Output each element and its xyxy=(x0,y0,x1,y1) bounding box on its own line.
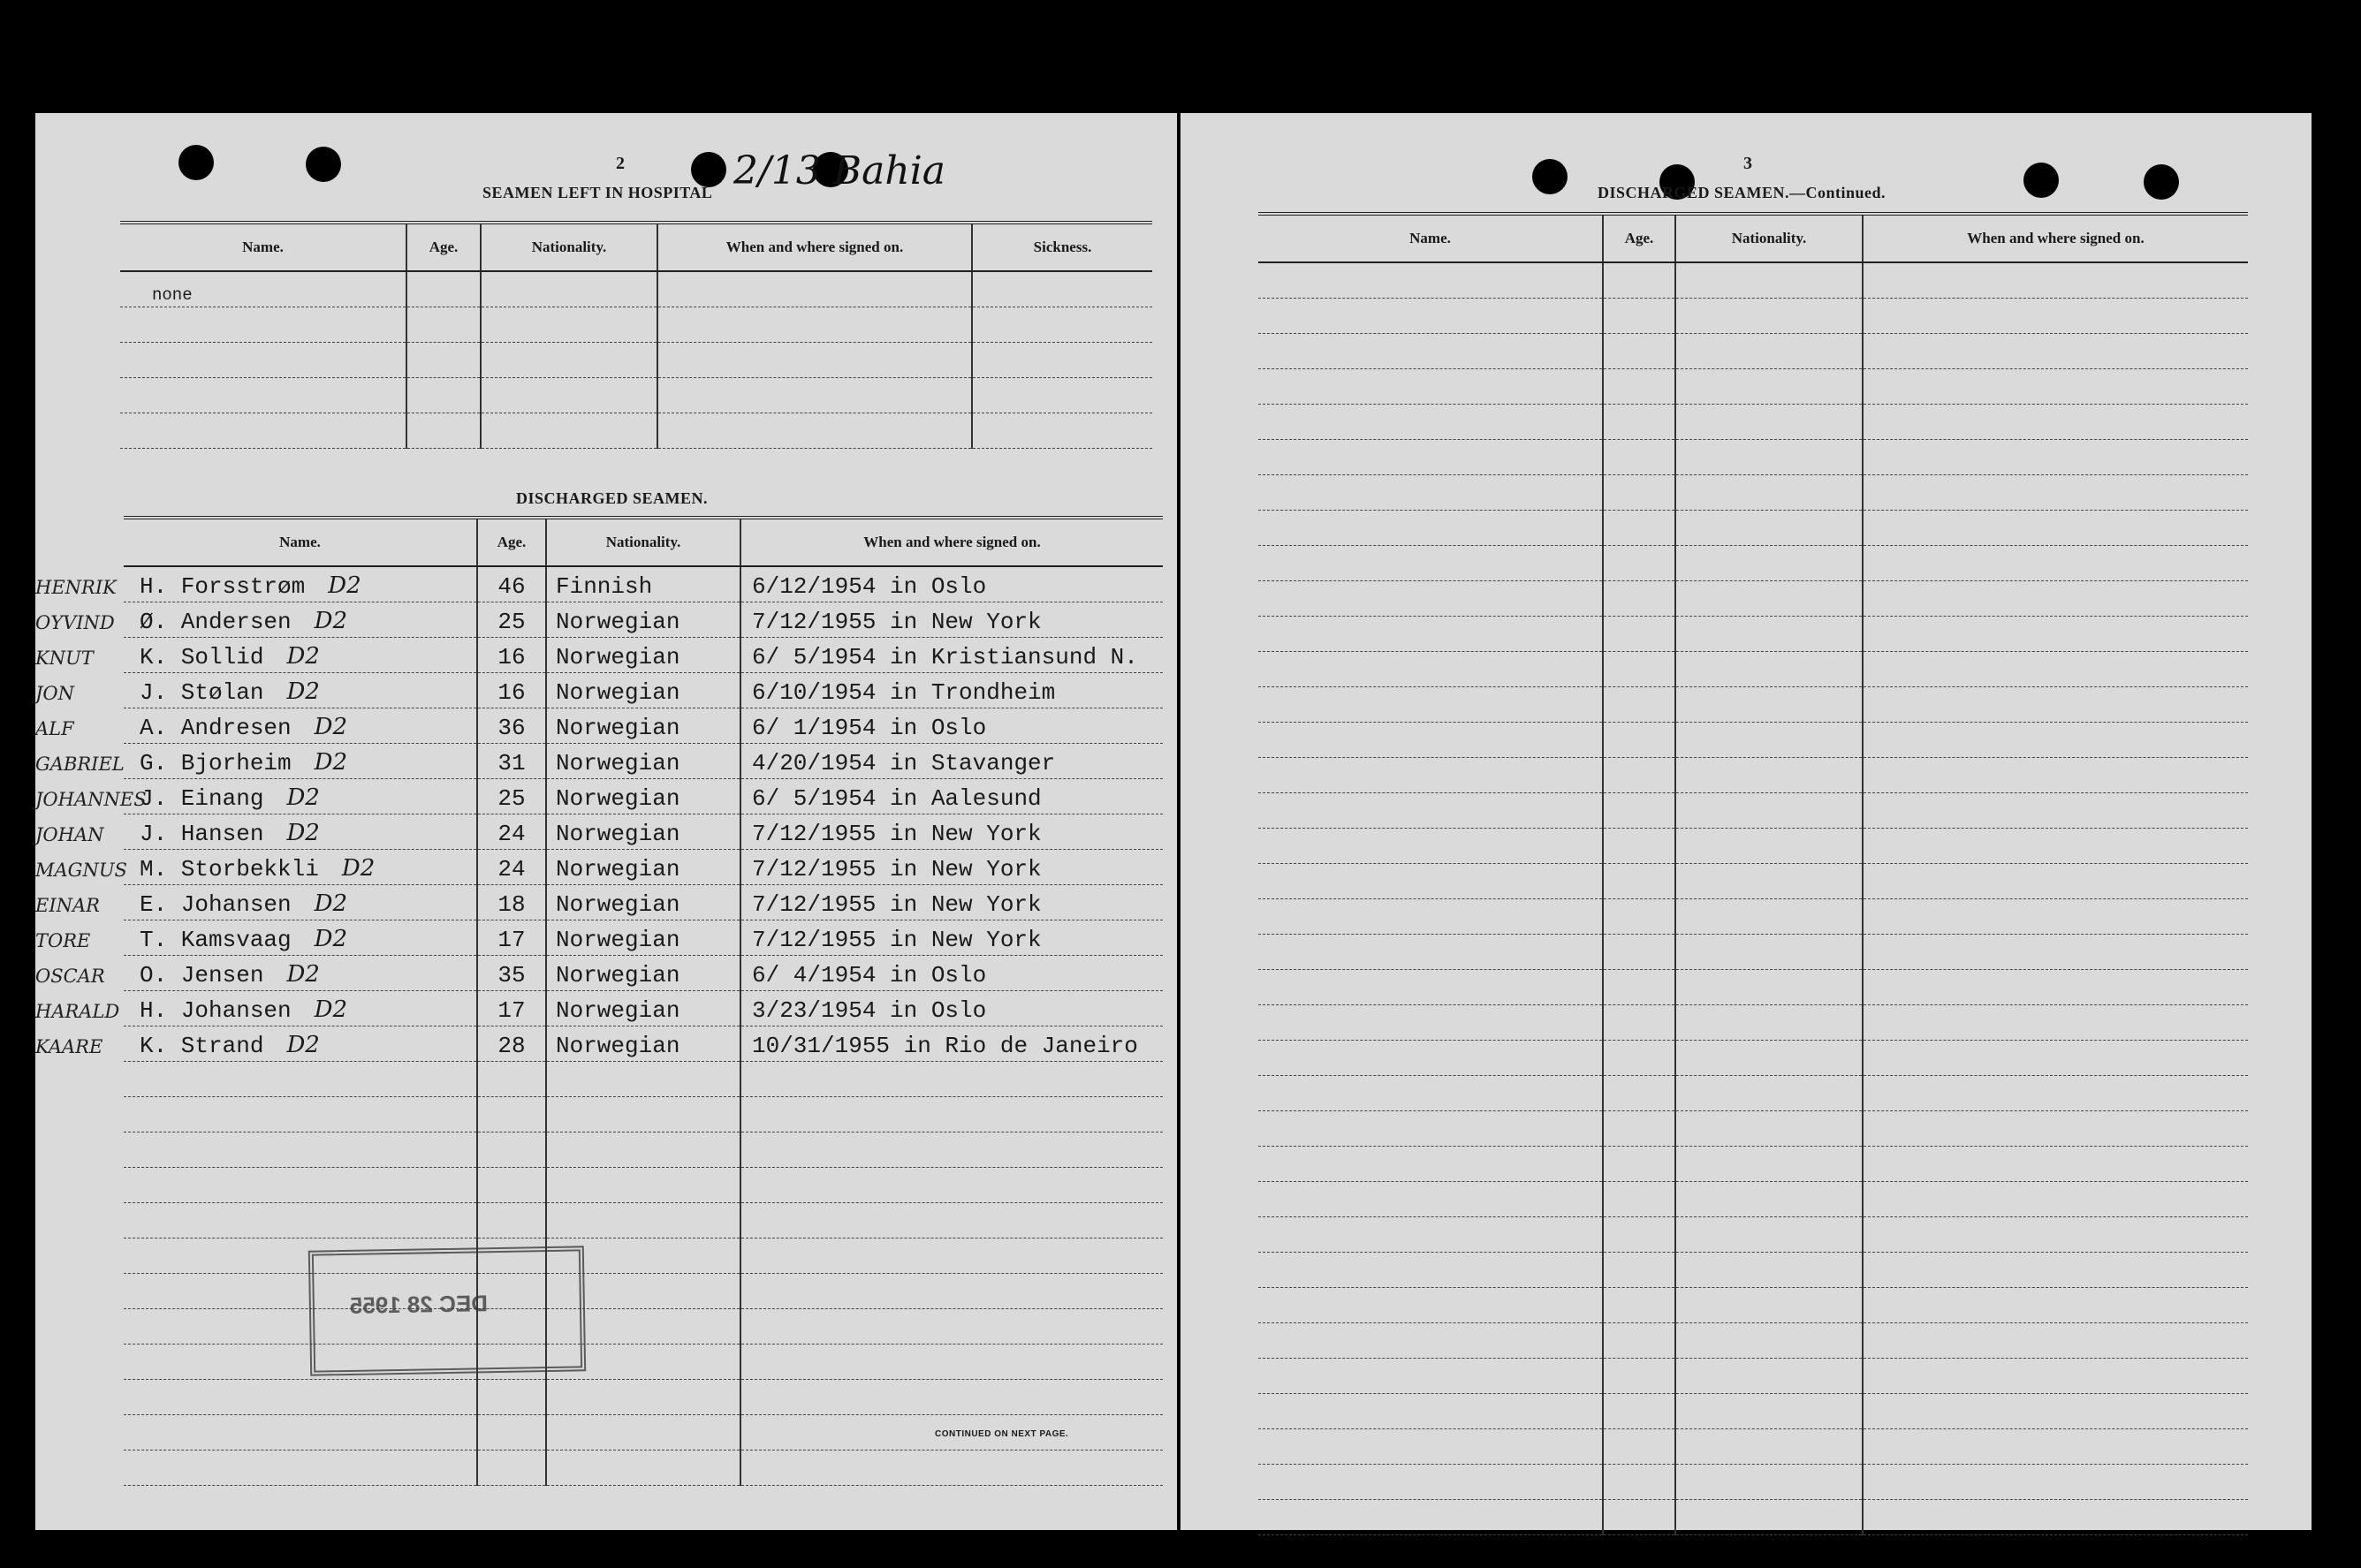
header-nationality: Nationality. xyxy=(1675,214,1863,262)
seaman-name: O. Jensen xyxy=(140,962,264,989)
table-row xyxy=(1258,262,2248,299)
header-age: Age. xyxy=(477,518,546,566)
table-row xyxy=(1258,1394,2248,1429)
left-page xyxy=(35,113,1177,1530)
discharge-mark: D2 xyxy=(286,643,320,670)
page-number: 2 xyxy=(616,154,625,173)
handwritten-given-name: HARALD xyxy=(35,1001,120,1022)
table-header-row xyxy=(124,518,1163,566)
handwritten-given-name: OYVIND xyxy=(35,612,115,633)
table-row xyxy=(1258,617,2248,652)
age-cell: 35 xyxy=(477,956,546,991)
discharge-mark: D2 xyxy=(286,678,320,705)
table-row xyxy=(1258,1076,2248,1111)
seaman-name: J. Stølan xyxy=(140,679,264,706)
discharge-mark: D2 xyxy=(314,890,348,917)
table-row xyxy=(124,1451,1163,1486)
discharge-mark: D2 xyxy=(314,608,348,634)
table-row xyxy=(1258,1500,2248,1535)
header-when-where: When and where signed on. xyxy=(1863,214,2248,262)
table-row xyxy=(1258,369,2248,405)
table-row xyxy=(1258,687,2248,723)
signed-on-cell: 6/ 5/1954 in Kristiansund N. xyxy=(740,638,1163,673)
seaman-name: J. Hansen xyxy=(140,821,264,847)
page-number: 3 xyxy=(1743,154,1752,173)
table-row xyxy=(124,744,1163,779)
header-nationality: Nationality. xyxy=(546,518,740,566)
age-cell: 16 xyxy=(477,673,546,708)
table-row xyxy=(124,920,1163,956)
signed-on-cell: 7/12/1955 in New York xyxy=(740,920,1163,956)
handwritten-given-name: HENRIK xyxy=(35,577,117,598)
signed-on-cell: 10/31/1955 in Rio de Janeiro xyxy=(740,1026,1163,1062)
discharge-mark: D2 xyxy=(286,961,320,988)
table-row xyxy=(120,307,1152,343)
signed-on-cell: 6/10/1954 in Trondheim xyxy=(740,673,1163,708)
signed-on-cell: 6/ 5/1954 in Aalesund xyxy=(740,779,1163,814)
right-table-body xyxy=(1258,262,2248,1535)
table-row xyxy=(1258,864,2248,899)
punch-hole xyxy=(2023,163,2059,198)
seaman-name: E. Johansen xyxy=(140,891,292,918)
handwritten-given-name: JON xyxy=(35,683,75,704)
table-row xyxy=(124,1062,1163,1097)
age-cell: 17 xyxy=(477,991,546,1026)
handwritten-given-name: OSCAR xyxy=(35,966,105,987)
stamp-date: DEC 28 1955 xyxy=(349,1290,489,1319)
table-header-row xyxy=(1258,214,2248,262)
seaman-name: H. Forsstrøm xyxy=(140,573,306,600)
table-row xyxy=(1258,1465,2248,1500)
table-row xyxy=(1258,758,2248,793)
table-row xyxy=(1258,475,2248,511)
table-row xyxy=(1258,723,2248,758)
handwritten-given-name: ALF xyxy=(35,718,74,739)
header-name: Name. xyxy=(1258,214,1603,262)
age-cell: 16 xyxy=(477,638,546,673)
header-when-where: When and where signed on. xyxy=(657,223,972,271)
signed-on-cell: 6/12/1954 in Oslo xyxy=(740,566,1163,602)
handwritten-given-name: JOHANNES xyxy=(35,789,147,810)
table-row xyxy=(1258,1429,2248,1465)
seaman-name: A. Andresen xyxy=(140,715,292,741)
seaman-name: K. Sollid xyxy=(140,644,264,670)
discharge-mark: D2 xyxy=(314,926,348,952)
hospital-name-cell: none xyxy=(120,271,406,307)
header-age: Age. xyxy=(1603,214,1675,262)
table-row xyxy=(1258,546,2248,581)
table-row xyxy=(124,1026,1163,1062)
discharge-mark: D2 xyxy=(286,784,320,811)
table-row xyxy=(1258,511,2248,546)
signed-on-cell: 3/23/1954 in Oslo xyxy=(740,991,1163,1026)
handwritten-given-name: GABRIEL xyxy=(35,754,125,775)
table-row xyxy=(120,413,1152,449)
nationality-cell: Norwegian xyxy=(546,920,740,956)
age-cell: 46 xyxy=(477,566,546,602)
discharge-mark: D2 xyxy=(314,714,348,740)
table-row xyxy=(124,779,1163,814)
table-row xyxy=(1258,581,2248,617)
nationality-cell: Norwegian xyxy=(546,1026,740,1062)
discharged-continued-table xyxy=(1258,212,2248,1535)
table-row xyxy=(1258,1147,2248,1182)
signed-on-cell: 6/ 1/1954 in Oslo xyxy=(740,708,1163,744)
age-cell: 31 xyxy=(477,744,546,779)
table-row xyxy=(1258,1217,2248,1253)
handwritten-given-name: EINAR xyxy=(35,895,100,916)
table-row xyxy=(1258,440,2248,475)
continued-note: CONTINUED ON NEXT PAGE. xyxy=(935,1429,1069,1439)
nationality-cell: Norwegian xyxy=(546,850,740,885)
table-row xyxy=(124,1345,1163,1380)
discharged-table xyxy=(35,516,1163,1486)
punch-hole xyxy=(306,147,341,182)
punch-hole xyxy=(691,152,726,187)
nationality-cell: Norwegian xyxy=(546,602,740,638)
hospital-table xyxy=(120,221,1152,449)
table-row xyxy=(1258,1288,2248,1323)
age-cell: 18 xyxy=(477,885,546,920)
header-nationality: Nationality. xyxy=(481,223,657,271)
discharged-section-title: DISCHARGED SEAMEN. xyxy=(516,489,709,507)
table-row xyxy=(124,708,1163,744)
table-row xyxy=(1258,1253,2248,1288)
table-row xyxy=(124,638,1163,673)
table-row xyxy=(124,602,1163,638)
table-row xyxy=(1258,970,2248,1005)
age-cell: 36 xyxy=(477,708,546,744)
punch-hole xyxy=(178,145,214,180)
right-page xyxy=(1180,113,2312,1530)
discharge-mark: D2 xyxy=(341,855,376,882)
handwritten-given-name: TORE xyxy=(35,930,91,951)
handwritten-given-name: KNUT xyxy=(35,648,94,669)
table-row xyxy=(124,1097,1163,1132)
table-row xyxy=(124,885,1163,920)
table-row xyxy=(124,991,1163,1026)
customs-stamp xyxy=(308,1246,586,1375)
discharge-mark: D2 xyxy=(314,996,348,1023)
signed-on-cell: 7/12/1955 in New York xyxy=(740,814,1163,850)
nationality-cell: Norwegian xyxy=(546,814,740,850)
handwritten-given-name: MAGNUS xyxy=(35,860,127,881)
table-row xyxy=(124,1168,1163,1203)
handwritten-given-name: JOHAN xyxy=(35,824,104,845)
age-cell: 25 xyxy=(477,602,546,638)
age-cell: 25 xyxy=(477,779,546,814)
age-cell: 24 xyxy=(477,814,546,850)
handwritten-given-name: KAARE xyxy=(35,1036,103,1057)
nationality-cell: Norwegian xyxy=(546,956,740,991)
discharge-mark: D2 xyxy=(314,749,348,776)
table-row xyxy=(1258,899,2248,935)
nationality-cell: Norwegian xyxy=(546,673,740,708)
header-when-where: When and where signed on. xyxy=(740,518,1163,566)
punch-hole xyxy=(2144,164,2179,200)
seaman-name: M. Storbekkli xyxy=(140,856,319,882)
age-cell: 24 xyxy=(477,850,546,885)
discharged-continued-title: DISCHARGED SEAMEN.—Continued. xyxy=(1598,184,1887,201)
seaman-name: K. Strand xyxy=(140,1033,264,1059)
table-row xyxy=(1258,652,2248,687)
signed-on-cell: 7/12/1955 in New York xyxy=(740,850,1163,885)
seaman-name: G. Bjorheim xyxy=(140,750,292,776)
header-age: Age. xyxy=(406,223,481,271)
table-row xyxy=(1258,793,2248,829)
table-row xyxy=(1258,829,2248,864)
seaman-name: J. Einang xyxy=(140,785,264,812)
table-row xyxy=(124,814,1163,850)
table-row xyxy=(1258,1323,2248,1359)
table-row xyxy=(1258,405,2248,440)
nationality-cell: Norwegian xyxy=(546,779,740,814)
punch-hole xyxy=(1532,159,1568,194)
nationality-cell: Norwegian xyxy=(546,638,740,673)
table-row xyxy=(124,1132,1163,1168)
table-row xyxy=(1258,334,2248,369)
nationality-cell: Norwegian xyxy=(546,708,740,744)
signed-on-cell: 6/ 4/1954 in Oslo xyxy=(740,956,1163,991)
table-row xyxy=(124,1203,1163,1238)
table-row xyxy=(120,271,1152,307)
table-row xyxy=(120,343,1152,378)
table-row xyxy=(124,1309,1163,1345)
nationality-cell: Norwegian xyxy=(546,744,740,779)
table-row xyxy=(1258,935,2248,970)
nationality-cell: Finnish xyxy=(546,566,740,602)
table-row xyxy=(120,378,1152,413)
table-row xyxy=(124,956,1163,991)
table-row xyxy=(1258,1359,2248,1394)
header-name: Name. xyxy=(124,518,477,566)
table-row xyxy=(1258,1041,2248,1076)
age-cell: 17 xyxy=(477,920,546,956)
table-row xyxy=(1258,1005,2248,1041)
nationality-cell: Norwegian xyxy=(546,991,740,1026)
discharge-mark: D2 xyxy=(286,1032,320,1058)
header-sickness: Sickness. xyxy=(972,223,1152,271)
table-row xyxy=(124,673,1163,708)
seaman-name: H. Johansen xyxy=(140,997,292,1024)
table-row xyxy=(124,1380,1163,1415)
header-name: Name. xyxy=(120,223,406,271)
hospital-section-title: SEAMEN LEFT IN HOSPITAL xyxy=(482,184,713,201)
table-row xyxy=(1258,1111,2248,1147)
table-row xyxy=(1258,1182,2248,1217)
signed-on-cell: 7/12/1955 in New York xyxy=(740,602,1163,638)
table-row xyxy=(1258,299,2248,334)
table-row xyxy=(124,850,1163,885)
age-cell: 28 xyxy=(477,1026,546,1062)
nationality-cell: Norwegian xyxy=(546,885,740,920)
seaman-name: T. Kamsvaag xyxy=(140,927,292,953)
table-row xyxy=(124,1238,1163,1274)
discharge-mark: D2 xyxy=(286,820,320,846)
table-row xyxy=(124,566,1163,602)
seaman-name: Ø. Andersen xyxy=(140,609,292,635)
handwritten-annotation: 2/13 Bahia xyxy=(733,148,946,193)
signed-on-cell: 4/20/1954 in Stavanger xyxy=(740,744,1163,779)
table-row xyxy=(124,1274,1163,1309)
discharge-mark: D2 xyxy=(328,572,361,599)
table-header-row xyxy=(120,223,1152,271)
signed-on-cell: 7/12/1955 in New York xyxy=(740,885,1163,920)
